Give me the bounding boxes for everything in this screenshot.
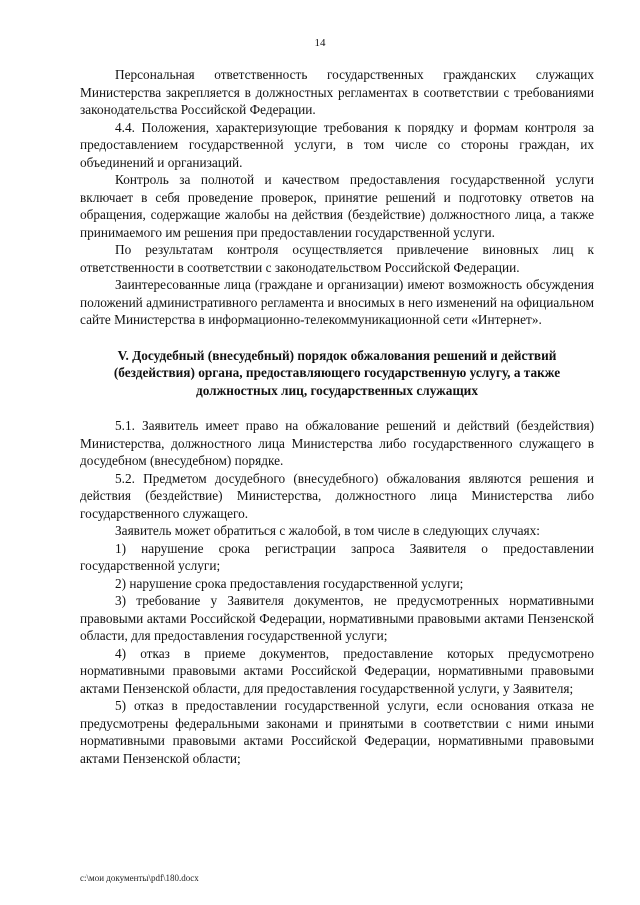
document-body — [80, 66, 594, 767]
footer-file-path: c:\мои документы\pdf\180.docx — [80, 873, 199, 883]
list-item: 3) требование у Заявителя документов, не предусмотренных нормативными правовыми актами Российской Федерации, нормативными правовыми актами Пензенской области, для предоставления государственной услуги; — [80, 593, 594, 643]
paragraph: По результатам контроля осуществляется привлечение виновных лиц к ответственности в соответствии с законодательством Российской Федерации. — [80, 242, 594, 275]
paragraph: 5.2. Предметом досудебного (внесудебного) обжалования являются решения и действия (бездействие) Министерства, должностного лица Министерства либо государственного служащего. — [80, 470, 594, 521]
list-item: 2) нарушение срока предоставления государственной услуги; — [115, 575, 464, 591]
section-heading: V. Досудебный (внесудебный) порядок обжалования решений и действий (бездействия) органа, предоставляющего государственную услугу, а также должностных лиц, государственных служащих — [113, 347, 561, 398]
paragraph: Заинтересованные лица (граждане и организации) имеют возможность обсуждения положений административного регламента и вносимых в него изменений на официальном сайте Министерства в информационно-телекоммуникационной сети «Интернет». — [80, 277, 594, 327]
page-number: 14 — [314, 37, 326, 49]
paragraph: Заявитель может обратиться с жалобой, в том числе в следующих случаях: — [115, 523, 540, 538]
paragraph: 5.1. Заявитель имеет право на обжалование решений и действий (бездействия) Министерства, должностного лица Министерства либо государственного служащего в досудебном (внесудебном) порядке. — [80, 418, 594, 468]
paragraph: Персональная ответственность государственных гражданских служащих Министерства закрепляется в должностных регламентах в соответствии с требованиями законодательства Российской Федерации. — [80, 67, 594, 117]
paragraph: Контроль за полнотой и качеством предоставления государственной услуги включает в себя проведение проверок, принятие решений и подготовку ответов на обращения, содержащие жалобы на действия (бездействие) должностного лица, а также принимаемого им решения при предоставлении государственной услуги. — [80, 172, 594, 240]
list-item: 5) отказ в предоставлении государственной услуги, если основания отказа не предусмотрены федеральными законами и принятыми в соответствии с ними иными нормативными правовыми актами Российской Федерации, нормативными правовыми актами Пензенской области; — [80, 698, 594, 766]
paragraph: 4.4. Положения, характеризующие требования к порядку и формам контроля за предоставлением государственной услуги, в том числе со стороны граждан, их объединений и организаций. — [80, 119, 594, 170]
list-item: 1) нарушение срока регистрации запроса Заявителя о предоставлении государственной услуги; — [80, 540, 594, 573]
list-item: 4) отказ в приеме документов, предоставление которых предусмотрено нормативными правовыми актами Российской Федерации, нормативными правовыми актами Пензенской области, для предоставления государственной услуги, у Заявителя; — [80, 645, 594, 696]
